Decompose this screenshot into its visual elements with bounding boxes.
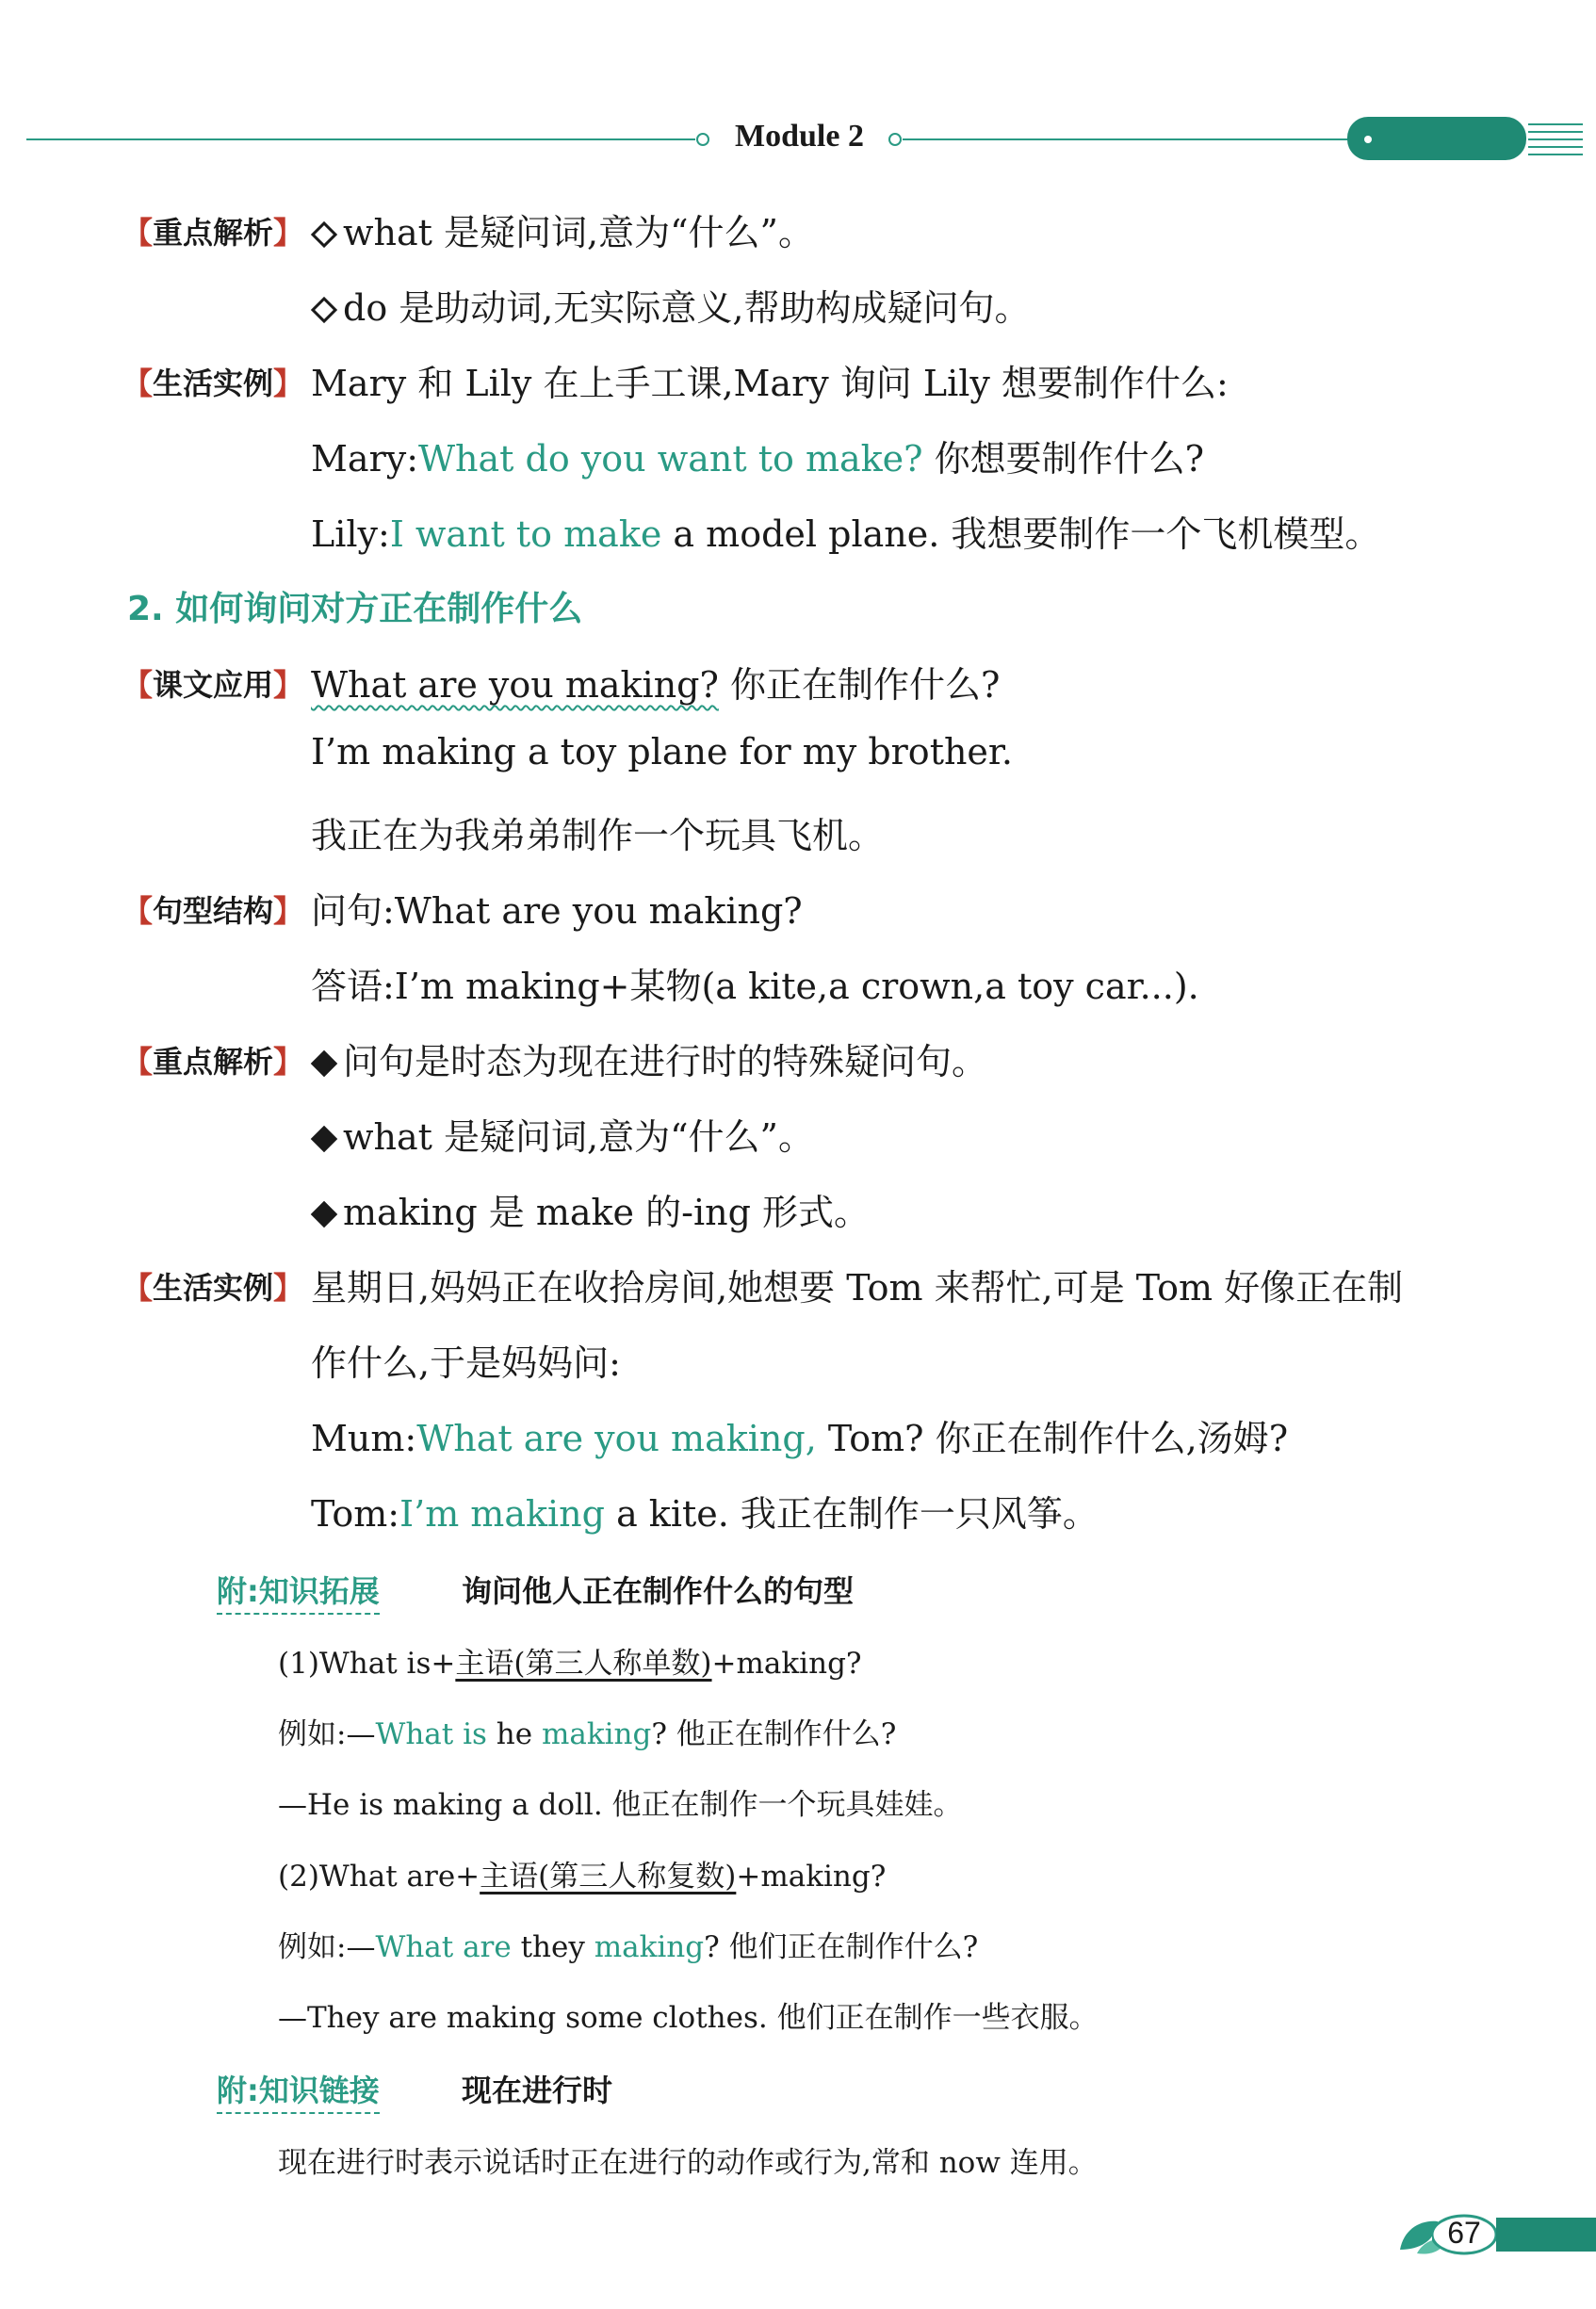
link-tag: 附:知识链接 [217,2067,380,2114]
dialogue-line: Mary:What do you want to make? 你想要制作什么? [311,438,1204,480]
extension-example: 例如:—What are they making? 他们正在制作什么? [278,1930,979,1964]
analysis-tag: 【重点解析】 [122,1044,304,1080]
example-tag: 【生活实例】 [122,366,304,401]
example-tag: 【生活实例】 [122,1270,304,1306]
extension-title: 询问他人正在制作什么的句型 [462,1573,855,1609]
analysis-point: do 是助动词,无实际意义,帮助构成疑问句。 [311,279,1030,331]
structure-answer: 答语:I’m making+某物(a kite,a crown,a toy car...). [311,966,1199,1007]
text-application-tag: 【课文应用】 [122,667,304,703]
text-answer: I’m making a toy plane for my brother. [311,731,1013,772]
link-body: 现在进行时表示说话时正在进行的动作或行为,常和 now 连用。 [278,2146,1098,2180]
structure-tag: 【句型结构】 [122,893,304,929]
extension-example: 例如:—What is he making? 他正在制作什么? [278,1717,897,1751]
text-answer-translation: 我正在为我弟弟制作一个玩具飞机。 [311,815,885,856]
analysis-point: what 是疑问词,意为“什么”。 [311,1108,814,1160]
analysis-point: 问句是时态为现在进行时的特殊疑问句。 [311,1033,987,1084]
dialogue-line: Lily:I want to make a model plane. 我想要制作一个飞机模型。 [311,513,1381,555]
module-label: Module 2 [735,119,864,154]
text-question: What are you making? 你正在制作什么? [311,664,1001,706]
example-intro: Mary 和 Lily 在上手工课,Mary 询问 Lily 想要制作什么: [311,363,1229,404]
extension-rule: (1)What is+主语(第三人称单数)+making? [278,1647,862,1681]
analysis-point: what 是疑问词,意为“什么”。 [311,203,814,255]
extension-answer: —He is making a doll. 他正在制作一个玩具娃娃。 [278,1788,963,1822]
diamond-bullet-icon [311,1049,337,1076]
diamond-bullet-icon [311,220,337,247]
example-intro: 星期日,妈妈正在收拾房间,她想要 Tom 来帮忙,可是 Tom 好像正在制 [311,1267,1404,1309]
section-heading: 2. 如何询问对方正在制作什么 [127,590,583,628]
analysis-point: making 是 make 的-ing 形式。 [311,1183,870,1235]
structure-question: 问句:What are you making? [311,890,803,932]
diamond-bullet-icon [311,1125,337,1151]
extension-answer: —They are making some clothes. 他们正在制作一些衣服。 [278,2001,1099,2035]
page-number: 67 [1447,2216,1481,2250]
analysis-tag: 【重点解析】 [122,215,304,251]
link-title: 现在进行时 [462,2073,613,2108]
extension-tag: 附:知识拓展 [217,1568,380,1615]
diamond-bullet-icon [311,296,337,322]
example-intro: 作什么,于是妈妈问: [311,1342,621,1384]
extension-rule: (2)What are+主语(第三人称复数)+making? [278,1860,887,1894]
dialogue-line: Tom:I’m making a kite. 我正在制作一只风筝。 [311,1493,1099,1535]
diamond-bullet-icon [311,1200,337,1227]
dialogue-line: Mum:What are you making, Tom? 你正在制作什么,汤姆? [311,1418,1289,1459]
